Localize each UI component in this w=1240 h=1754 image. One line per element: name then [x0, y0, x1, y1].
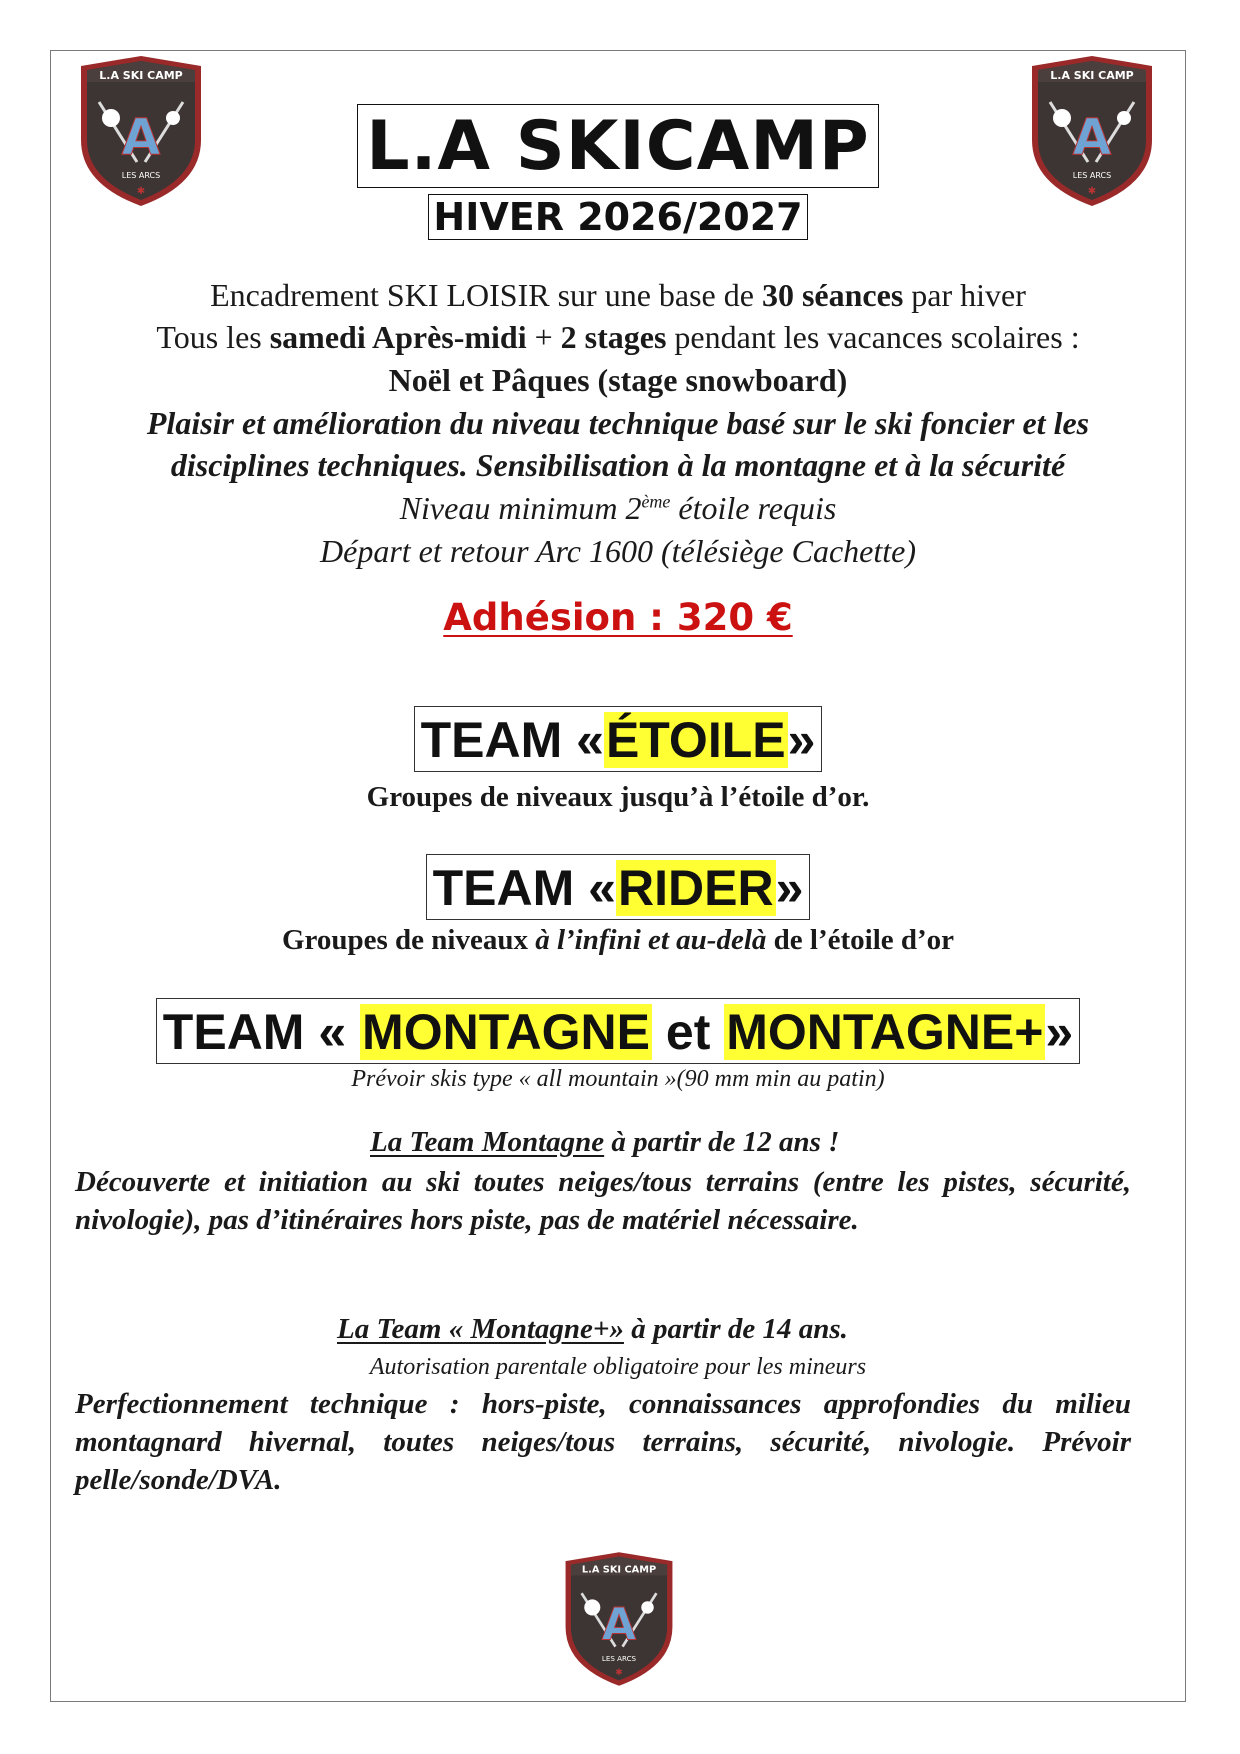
- team-prefix: TEAM «: [420, 712, 604, 768]
- intro-line-6: [50, 487, 1186, 529]
- montagne-plus-note: Autorisation parentale obligatoire pour les mineurs: [369, 1354, 867, 1380]
- snowflake-icon: ✱: [1087, 186, 1097, 197]
- intro-superscript: ème: [641, 491, 671, 512]
- page-title: L.A SKICAMP: [357, 104, 878, 188]
- team-rider-name: RIDER: [617, 860, 774, 916]
- team-rider: [50, 854, 1186, 920]
- season-label: HIVER 2026/2027: [428, 194, 807, 240]
- logo-text-bottom: LES ARCS: [121, 171, 161, 180]
- intro-bold: 30 séances: [761, 277, 904, 313]
- logo-text-top: L.A SKI CAMP: [581, 1564, 657, 1576]
- team-montagne-plus-name: MONTAGNE+: [726, 1004, 1044, 1060]
- team-desc-text: Groupes de niveaux: [281, 924, 536, 956]
- title-block: [50, 104, 1186, 188]
- team-montagne: [50, 998, 1186, 1064]
- team-desc-text: de l’étoile d’or: [766, 924, 955, 956]
- logo-text-top: L.A SKI CAMP: [1050, 69, 1134, 82]
- intro-line-7: Départ et retour Arc 1600 (télésiège Cachette): [320, 533, 916, 569]
- logo-letter: A: [1072, 108, 1112, 166]
- logo-text-top: L.A SKI CAMP: [99, 69, 183, 82]
- montagne-plus-heading-underlined: La Team « Montagne+»: [337, 1313, 624, 1345]
- team-connector: et: [652, 1004, 725, 1060]
- intro-bold: 2 stages: [560, 319, 667, 355]
- team-montagne-note: Prévoir skis type « all mountain »(90 mm min au patin): [351, 1066, 885, 1092]
- intro-line-2: [50, 316, 1186, 358]
- montagne-plus-heading: [337, 1313, 848, 1346]
- team-montagne-heading: [156, 998, 1080, 1064]
- team-etoile: [50, 706, 1186, 772]
- intro-line-3: Noël et Pâques (stage snowboard): [388, 362, 848, 398]
- logo-bottom: [562, 1548, 676, 1690]
- intro-line-4: Plaisir et amélioration du niveau technique basé sur le ski foncier et les: [146, 405, 1090, 441]
- team-montagne-name: MONTAGNE: [362, 1004, 650, 1060]
- intro-text: par hiver: [903, 277, 1026, 313]
- logo-text-bottom: LES ARCS: [1072, 171, 1112, 180]
- montagne-plus-heading-rest: à partir de 14 ans.: [623, 1313, 848, 1345]
- intro-line-1: [50, 274, 1186, 316]
- intro-text: étoile requis: [670, 490, 837, 526]
- intro-text: +: [526, 319, 561, 355]
- snowflake-icon: ✱: [615, 1668, 623, 1679]
- intro-text: Niveau minimum 2: [399, 490, 642, 526]
- team-suffix: »: [1045, 1004, 1074, 1060]
- logo-letter: A: [601, 1598, 637, 1651]
- logo-text-bottom: LES ARCS: [601, 1653, 637, 1663]
- team-suffix: »: [787, 712, 816, 768]
- team-rider-heading: [426, 854, 811, 920]
- team-desc-italic: à l’infini et au-delà: [535, 924, 767, 956]
- adhesion-block: [50, 596, 1186, 639]
- adhesion-price: Adhésion : 320 €: [443, 596, 793, 639]
- team-etoile-heading: [414, 706, 823, 772]
- team-rider-desc: [50, 922, 1186, 958]
- logo-letter: A: [121, 108, 161, 166]
- montagne-heading-rest: à partir de 12 ans !: [604, 1126, 840, 1158]
- intro-line-5: disciplines techniques. Sensibilisation à la montagne et à la sécurité: [170, 447, 1066, 483]
- team-suffix: »: [775, 860, 804, 916]
- team-etoile-desc: Groupes de niveaux jusqu’à l’étoile d’or.: [366, 781, 870, 813]
- snowflake-icon: ✱: [136, 186, 146, 197]
- team-prefix: TEAM «: [162, 1004, 361, 1060]
- montagne-heading: [370, 1126, 839, 1159]
- montagne-text: Découverte et initiation au ski toutes neiges/tous terrains (entre les pistes, sécurité, nivologie), pas d’itinéraires hors piste, pas de matériel nécessaire.: [75, 1166, 1131, 1236]
- intro-text: Encadrement SKI LOISIR sur une base de: [210, 277, 762, 313]
- montagne-plus-text: Perfectionnement technique : hors-piste, connaissances approfondies du milieu montagnard hivernal, toutes neiges/tous terrains, sécurité, nivologie. Prévoir pelle/sonde/DVA.: [75, 1388, 1131, 1496]
- intro-bold: samedi Après-midi: [269, 319, 527, 355]
- season-block: [50, 194, 1186, 240]
- montagne-heading-underlined: La Team Montagne: [370, 1126, 605, 1158]
- intro-text: Tous les: [156, 319, 270, 355]
- team-prefix: TEAM «: [432, 860, 616, 916]
- intro-text: pendant les vacances scolaires :: [666, 319, 1080, 355]
- team-etoile-name: ÉTOILE: [605, 712, 786, 768]
